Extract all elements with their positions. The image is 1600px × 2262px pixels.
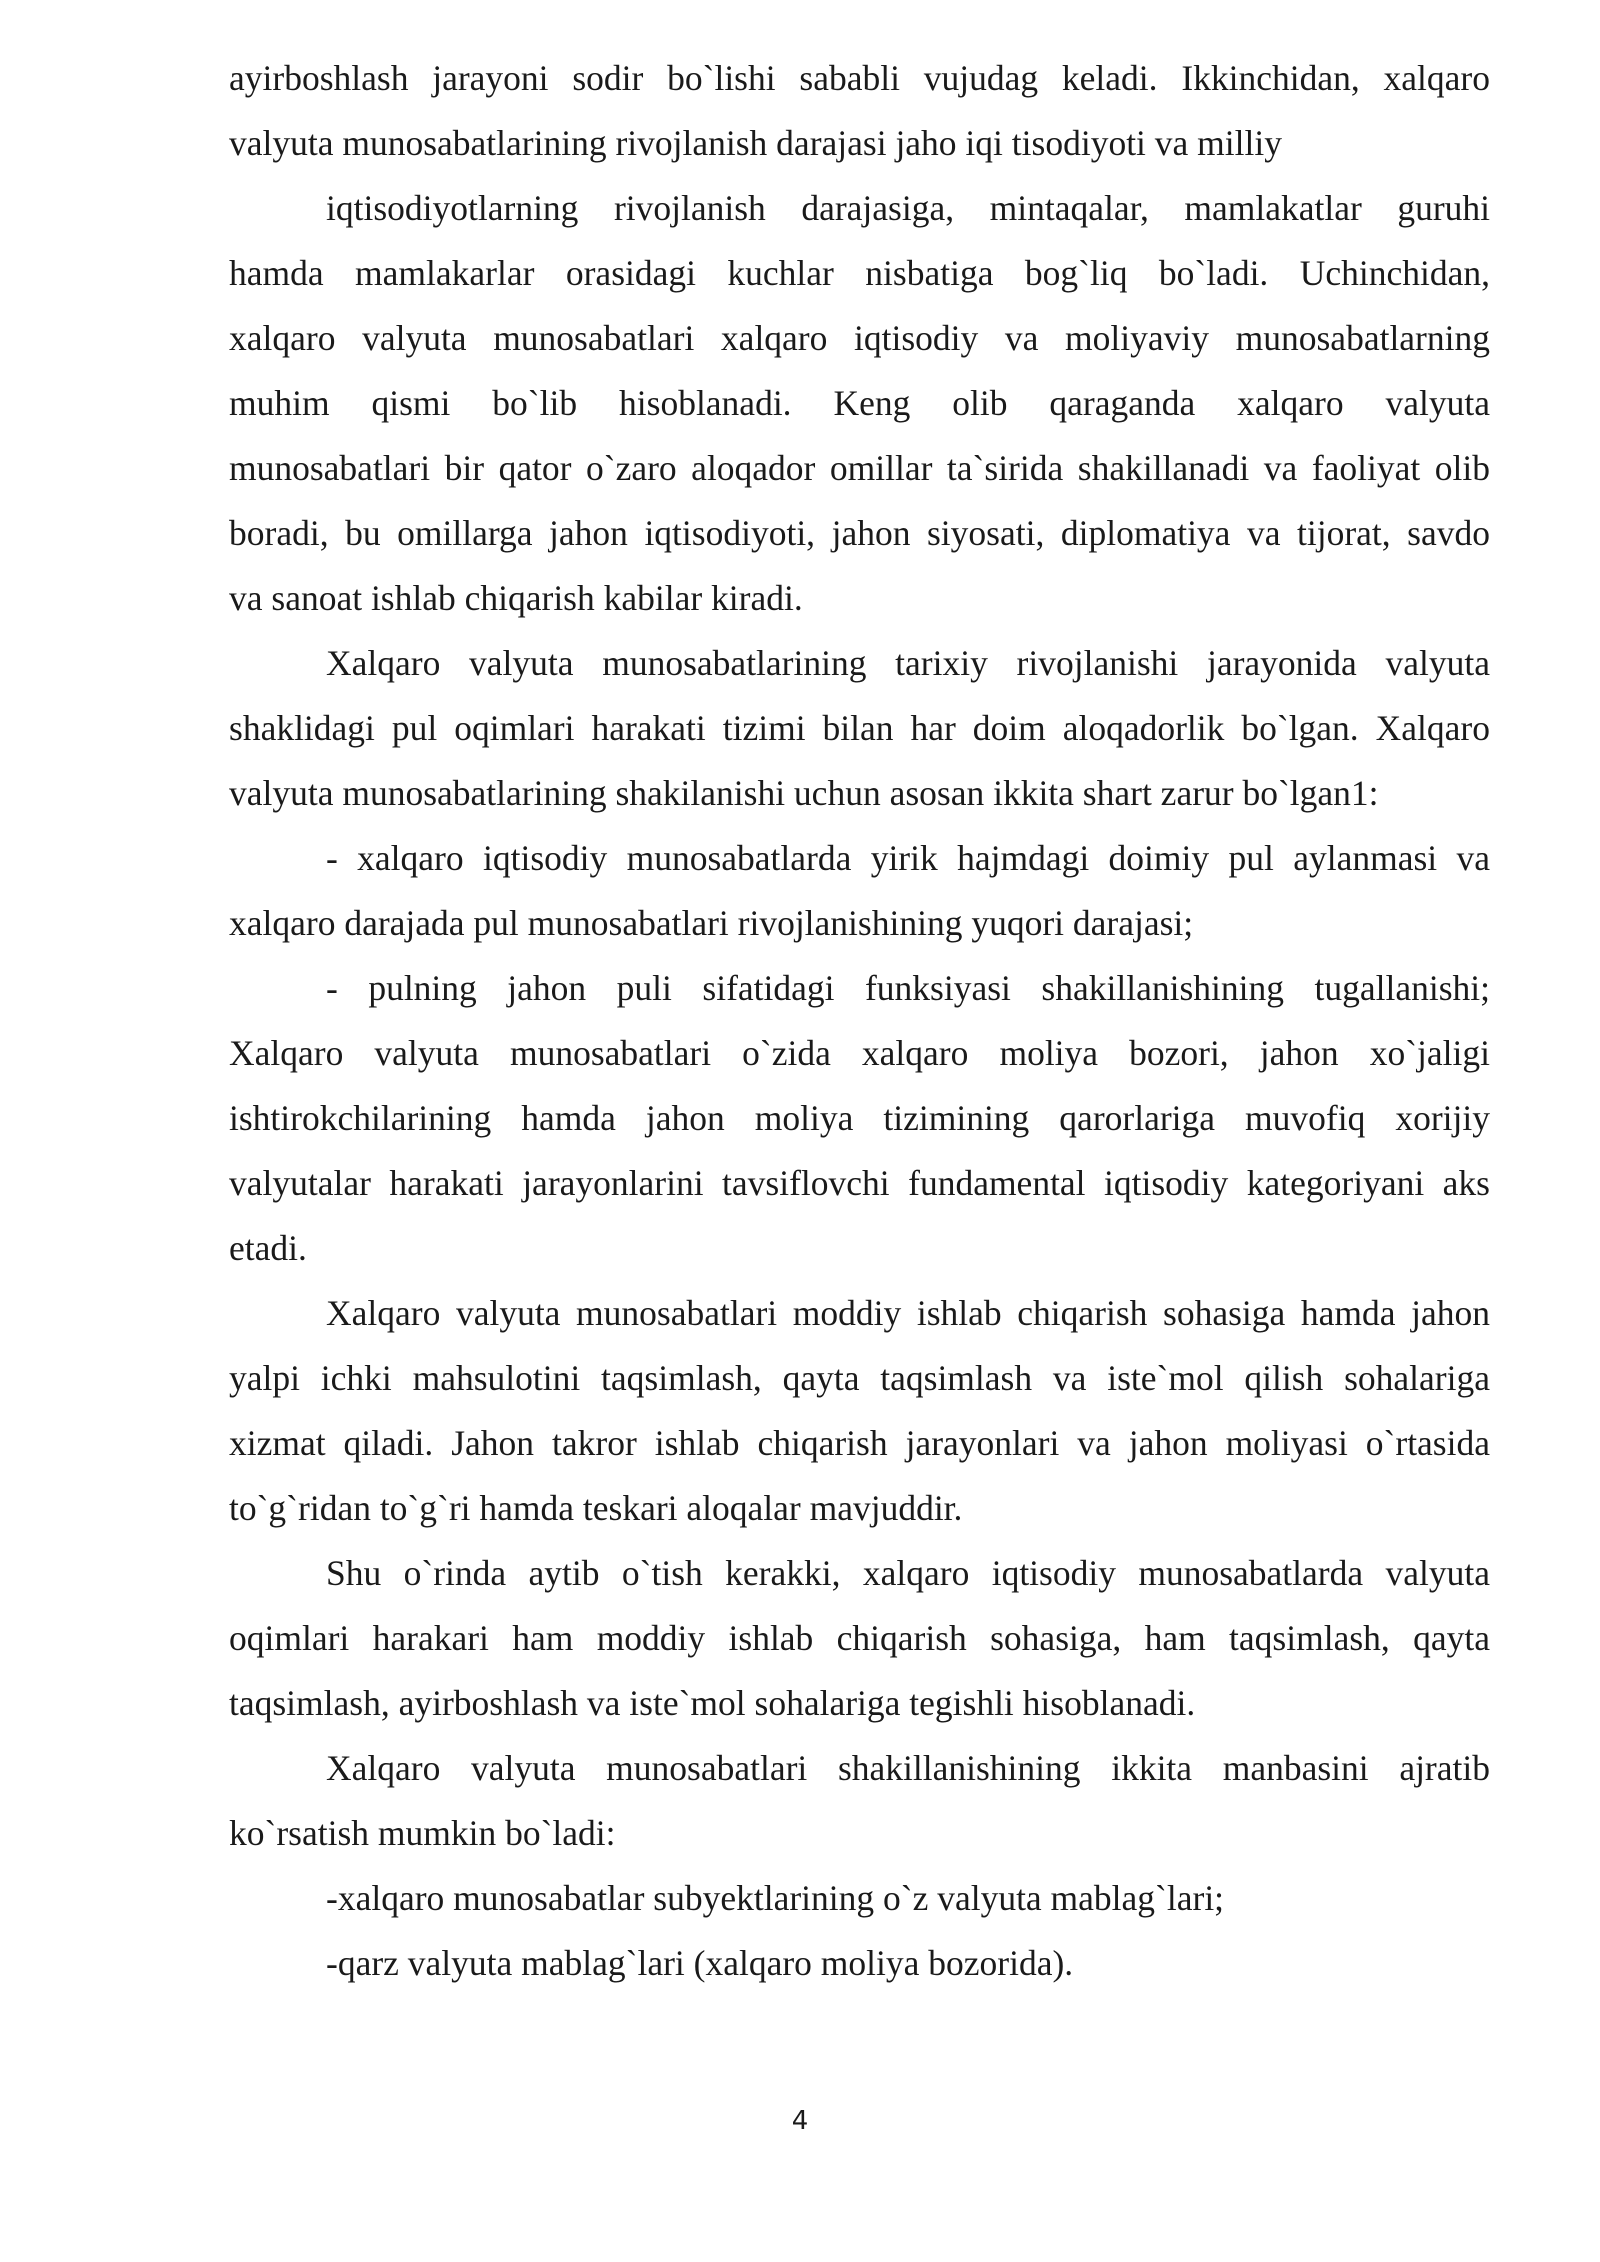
text-line-24: Shu o`rinda aytib o`tish kerakki, xalqaro iqtisodiy munosabatlarda valyuta — [326, 1553, 1490, 1593]
text-line-9: va sanoat ishlab chiqarish kabilar kiradi. — [229, 578, 803, 618]
text-line-19: etadi. — [229, 1228, 307, 1268]
text-line-14: xalqaro darajada pul munosabatlari rivojlanishining yuqori darajasi; — [229, 903, 1194, 943]
text-line-15: - pulning jahon puli sifatidagi funksiyasi shakillanishining tugallanishi; — [326, 968, 1490, 1008]
text-line-18: valyutalar harakati jarayonlarini tavsiflovchi fundamental iqtisodiy kategoriyani aks — [229, 1163, 1490, 1203]
text-line-11: shaklidagi pul oqimlari harakati tizimi bilan har doim aloqadorlik bo`lgan. Xalqaro — [229, 708, 1490, 748]
text-line-29: -xalqaro munosabatlar subyektlarining o`z valyuta mablag`lari; — [326, 1878, 1225, 1918]
text-line-6: muhim qismi bo`lib hisoblanadi. Keng olib qaraganda xalqaro valyuta — [229, 383, 1490, 423]
text-line-4: hamda mamlakarlar orasidagi kuchlar nisbatiga bog`liq bo`ladi. Uchinchidan, — [229, 253, 1490, 293]
text-line-10: Xalqaro valyuta munosabatlarining tarixiy rivojlanishi jarayonida valyuta — [326, 643, 1490, 683]
text-line-8: boradi, bu omillarga jahon iqtisodiyoti, jahon siyosati, diplomatiya va tijorat, savdo — [229, 513, 1490, 553]
text-line-3: iqtisodiyotlarning rivojlanish darajasiga, mintaqalar, mamlakatlar guruhi — [326, 188, 1490, 228]
text-line-1: ayirboshlash jarayoni sodir bo`lishi sababli vujudag keladi. Ikkinchidan, xalqaro — [229, 58, 1490, 98]
text-line-13: - xalqaro iqtisodiy munosabatlarda yirik hajmdagi doimiy pul aylanmasi va — [326, 838, 1490, 878]
text-line-28: ko`rsatish mumkin bo`ladi: — [229, 1813, 616, 1853]
text-line-5: xalqaro valyuta munosabatlari xalqaro iqtisodiy va moliyaviy munosabatlarning — [229, 318, 1490, 358]
text-line-30: -qarz valyuta mablag`lari (xalqaro moliya bozorida). — [326, 1943, 1074, 1983]
text-line-12: valyuta munosabatlarining shakilanishi uchun asosan ikkita shart zarur bo`lgan1: — [229, 773, 1379, 813]
text-line-17: ishtirokchilarining hamda jahon moliya tizimining qarorlariga muvofiq xorijiy — [229, 1098, 1490, 1138]
text-line-23: to`g`ridan to`g`ri hamda teskari aloqalar mavjuddir. — [229, 1488, 963, 1528]
text-line-26: taqsimlash, ayirboshlash va iste`mol sohalariga tegishli hisoblanadi. — [229, 1683, 1196, 1723]
text-line-27: Xalqaro valyuta munosabatlari shakillanishining ikkita manbasini ajratib — [326, 1748, 1490, 1788]
text-line-21: yalpi ichki mahsulotini taqsimlash, qayta taqsimlash va iste`mol qilish sohalariga — [229, 1358, 1490, 1398]
text-line-7: munosabatlari bir qator o`zaro aloqador omillar ta`sirida shakillanadi va faoliyat olib — [229, 448, 1490, 488]
text-line-2: valyuta munosabatlarining rivojlanish darajasi jaho iqi tisodiyoti va milliy — [229, 123, 1282, 163]
text-line-25: oqimlari harakari ham moddiy ishlab chiqarish sohasiga, ham taqsimlash, qayta — [229, 1618, 1490, 1658]
text-line-16: Xalqaro valyuta munosabatlari o`zida xalqaro moliya bozori, jahon xo`jaligi — [229, 1033, 1490, 1073]
body-text — [229, 46, 1490, 1996]
text-line-20: Xalqaro valyuta munosabatlari moddiy ishlab chiqarish sohasiga hamda jahon — [326, 1293, 1490, 1333]
text-line-22: xizmat qiladi. Jahon takror ishlab chiqarish jarayonlari va jahon moliyasi o`rtasida — [229, 1423, 1490, 1463]
page-number: 4 — [791, 2106, 809, 2136]
